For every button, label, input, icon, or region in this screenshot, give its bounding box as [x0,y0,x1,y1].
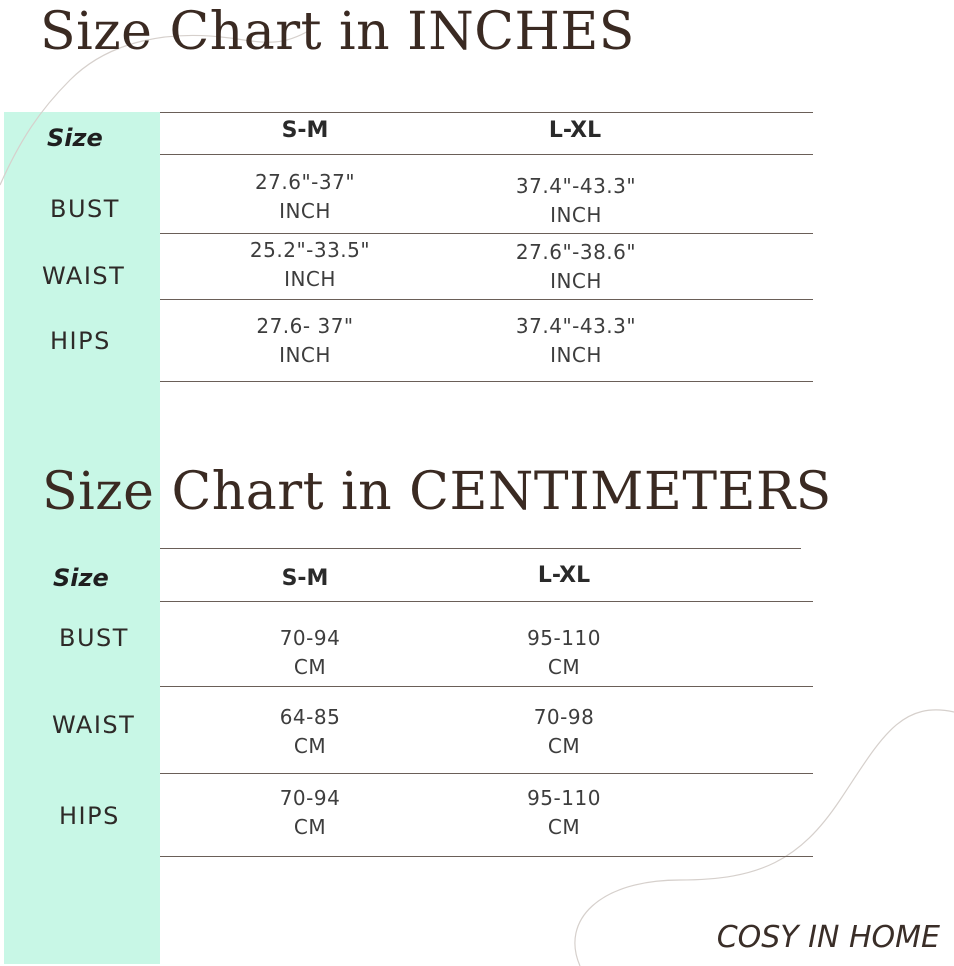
cell-value: 27.6- 37" [256,314,354,338]
cell-value: 37.4"-43.3" [515,174,637,198]
inches-size-label: Size [47,124,103,152]
table-rule [160,548,801,549]
brand-name: COSY IN HOME [716,920,940,955]
inches-row-label-waist: WAIST [42,262,126,290]
table-rule [160,686,813,687]
cell-unit: CM [547,734,581,758]
table-rule [160,856,813,857]
cell-value: 70-94 [279,786,341,810]
cm-bust-sm [210,624,410,682]
inches-chart-title: Size Chart in INCHES [40,2,635,62]
table-rule [160,233,813,234]
cell-unit: INCH [279,199,331,223]
inches-hips-sm [205,312,405,370]
inches-waist-sm [210,236,410,294]
cm-row-label-bust: BUST [59,624,129,652]
inches-bust-sm [205,168,405,226]
cell-unit: INCH [550,343,602,367]
cell-value: 27.6"-37" [254,170,356,194]
cm-size-label: Size [53,564,109,592]
cell-unit: CM [547,815,581,839]
cm-waist-sm [210,703,410,761]
cell-unit: CM [293,655,327,679]
table-rule [160,112,813,113]
cell-unit: CM [293,815,327,839]
inches-waist-lxl [476,238,676,296]
cell-value: 70-94 [279,626,341,650]
table-rule [160,601,813,602]
cm-bust-lxl [464,624,664,682]
cell-value: 37.4"-43.3" [515,314,637,338]
cm-waist-lxl [464,703,664,761]
cell-unit: INCH [279,343,331,367]
cell-unit: INCH [550,203,602,227]
table-rule [160,381,813,382]
cell-value: 64-85 [279,705,341,729]
table-rule [160,299,813,300]
inches-row-label-hips: HIPS [50,327,111,355]
mint-label-strip [4,112,160,964]
cell-unit: CM [293,734,327,758]
cell-unit: INCH [550,269,602,293]
cell-unit: CM [547,655,581,679]
cell-value: 70-98 [533,705,595,729]
cell-value: 27.6"-38.6" [515,240,637,264]
table-rule [160,154,813,155]
cell-value: 25.2"-33.5" [249,238,371,262]
inches-col-lxl: L-XL [548,118,602,143]
cm-col-sm: S-M [281,566,329,591]
cm-hips-sm [210,784,410,842]
table-rule [160,773,813,774]
inches-row-label-bust: BUST [50,195,120,223]
cm-hips-lxl [464,784,664,842]
cm-col-lxl: L-XL [537,563,591,588]
cm-chart-title: Size Chart in CENTIMETERS [42,462,832,522]
inches-bust-lxl [476,172,676,230]
cell-value: 95-110 [527,786,601,810]
cell-unit: INCH [284,267,336,291]
inches-hips-lxl [476,312,676,370]
inches-col-sm: S-M [281,118,329,143]
cm-row-label-waist: WAIST [52,711,136,739]
cell-value: 95-110 [527,626,601,650]
cm-row-label-hips: HIPS [59,802,120,830]
